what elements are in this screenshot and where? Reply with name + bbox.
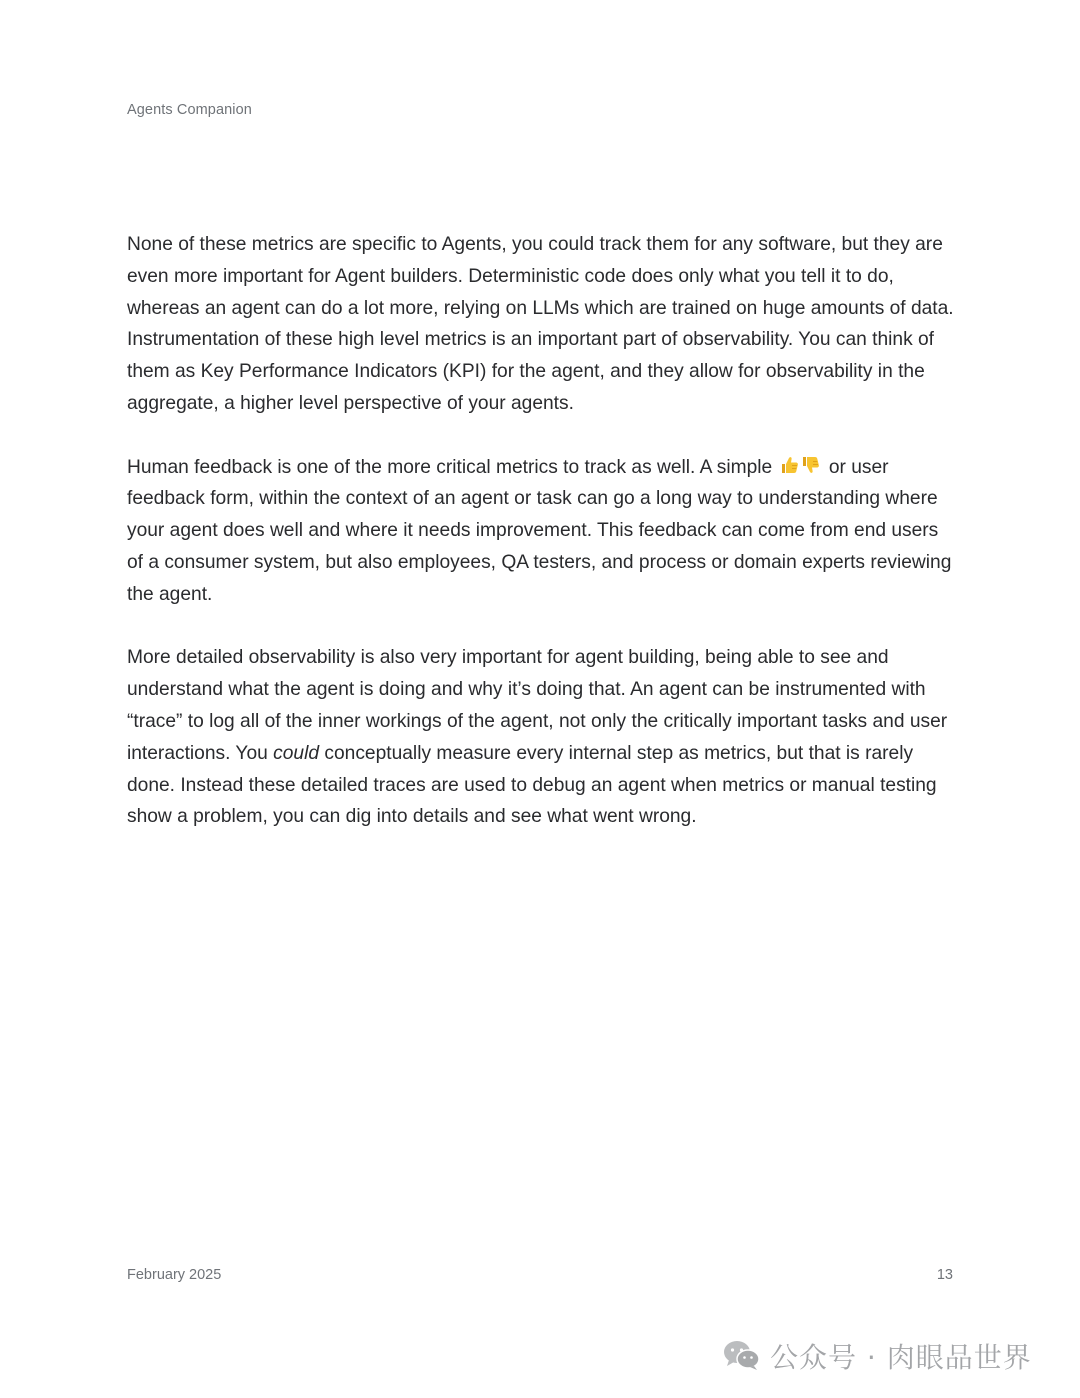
thumbs-emoji-pair bbox=[780, 455, 821, 475]
paragraph-kpi-metrics: None of these metrics are specific to Agents, you could track them for any software, but they are even more important for Agent builders. Deterministic code does only what you tell it to do, whereas an agent can do a lot more, relying on LLMs which are trained on huge amounts of data. Instrumentation of these high level metrics is an important part of observability. You can think of them as Key Performance Indicators (KPI) for the agent, and they allow for observability in the aggregate, a higher level perspective of your agents. bbox=[127, 234, 954, 414]
paragraph-detailed-observability bbox=[127, 642, 957, 833]
thumbs-down-icon bbox=[801, 455, 821, 475]
watermark-text: 公众号 · 肉眼品世界 bbox=[770, 1341, 1032, 1374]
paragraph-text-before-italic: More detailed observability is also very important for agent building, being able to see and understand what the agent is doing and why it’s doing that. An agent can be instrumented with “trace” to log all of the inner workings of the agent, not only the critically important tasks and user interactions. You bbox=[127, 647, 948, 764]
paragraph-text-after-emoji: or user feedback form, within the context of an agent or task can go a long way to understanding where your agent does well and where it needs improvement. This feedback can come from end users of a consumer system, but also employees, QA testers, and process or domain experts reviewing the agent. bbox=[127, 456, 952, 605]
footer-date: February 2025 bbox=[127, 1267, 222, 1283]
paragraph-text-before-emoji: Human feedback is one of the more critical metrics to track as well. A simple bbox=[127, 456, 773, 478]
running-header: Agents Companion bbox=[127, 102, 252, 118]
body-content bbox=[127, 229, 957, 865]
paragraph-human-feedback bbox=[127, 452, 957, 611]
paragraph-text-after-italic: conceptually measure every internal step as metrics, but that is rarely done. Instead these detailed traces are used to debug an agent when metrics or manual testing show a problem, you can dig into details and see what went wrong. bbox=[127, 742, 937, 828]
page-number: 13 bbox=[936, 1267, 953, 1283]
thumbs-up-icon bbox=[780, 455, 800, 475]
watermark bbox=[722, 1336, 1032, 1376]
italic-emphasis: could bbox=[273, 742, 320, 764]
wechat-icon bbox=[722, 1339, 762, 1373]
